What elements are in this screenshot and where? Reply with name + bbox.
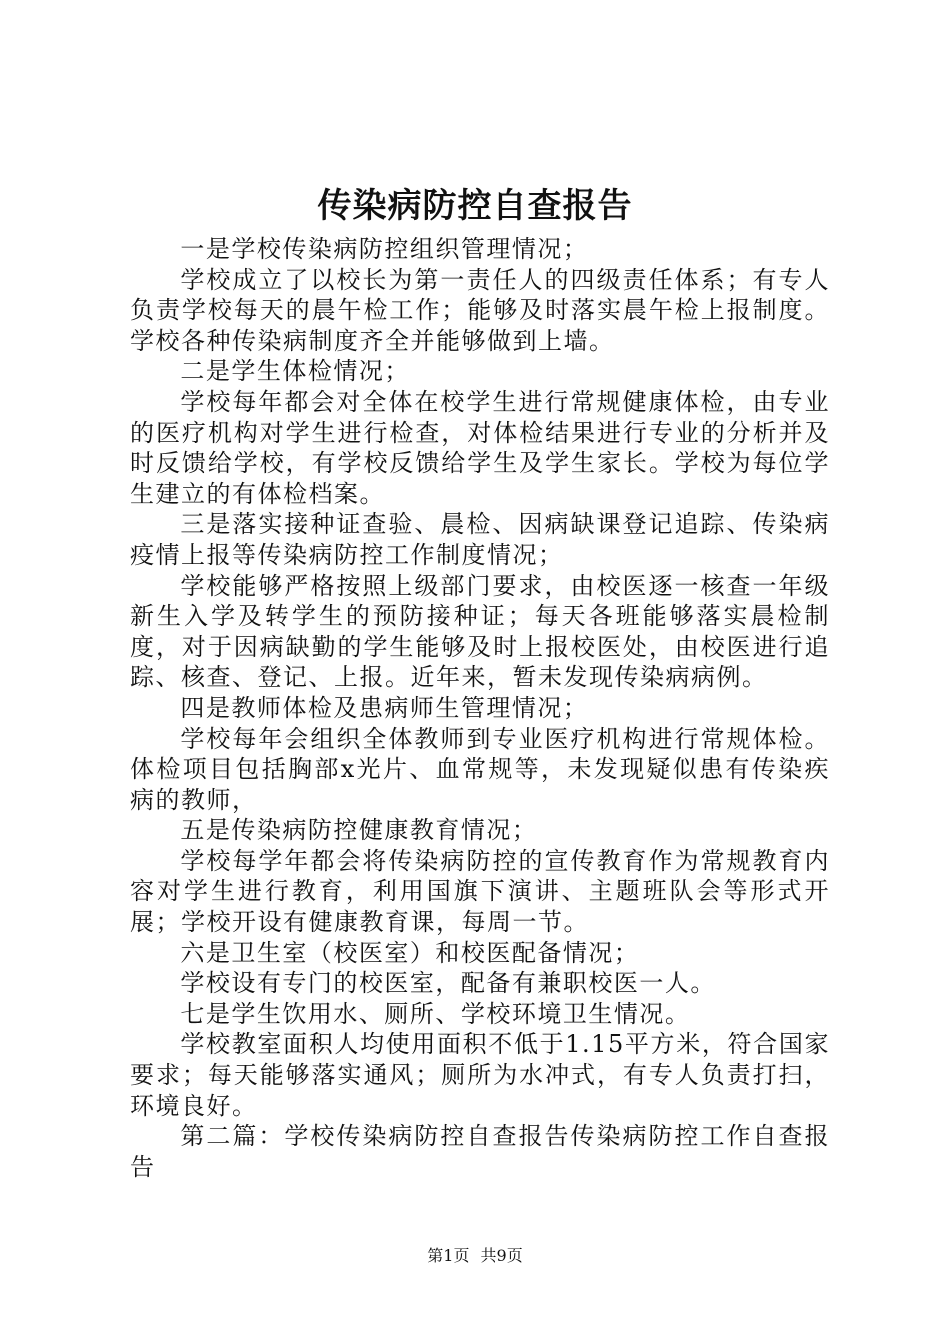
paragraph-12: 学校设有专门的校医室，配备有兼职校医一人。	[180, 969, 716, 998]
page-footer	[0, 1246, 950, 1266]
paragraph-1: 一是学校传染病防控组织管理情况；	[180, 235, 589, 263]
paragraph-3: 二是学生体检情况；	[180, 357, 410, 386]
paragraph-8: 学校每年会组织全体教师到专业医疗机构进行常规体检。体检项目包括胸部x光片、血常规等，未发现疑似患有传染疾病的教师，	[130, 724, 830, 814]
paragraph-2: 学校成立了以校长为第一责任人的四级责任体系；有专人负责学校每天的晨午检工作；能够及时落实晨午检上报制度。学校各种传染病制度齐全并能够做到上墙。	[130, 265, 830, 355]
paragraph-5: 三是落实接种证查验、晨检、因病缺课登记追踪、传染病疫情上报等传染病防控工作制度情况；	[130, 510, 830, 569]
paragraph-6: 学校能够严格按照上级部门要求，由校医逐一核查一年级新生入学及转学生的预防接种证；每天各班能够落实晨检制度，对于因病缺勤的学生能够及时上报校医处，由校医进行追踪、核查、登记、上报。近年来，暂未发现传染病病例。	[130, 571, 830, 692]
paragraph-14: 学校教室面积人均使用面积不低于1.15平方米，符合国家要求；每天能够落实通风；厕所为水冲式，有专人负责打扫，环境良好。	[130, 1030, 830, 1120]
paragraph-10: 学校每学年都会将传染病防控的宣传教育作为常规教育内容对学生进行教育，利用国旗下演讲、主题班队会等形式开展；学校开设有健康教育课，每周一节。	[130, 846, 830, 937]
paragraph-4: 学校每年都会对全体在校学生进行常规健康体检，由专业的医疗机构对学生进行检查，对体检结果进行专业的分析并及时反馈给学校，有学校反馈给学生及学生家长。学校为每位学生建立的有体检档案。	[130, 387, 830, 508]
page-total: 共9页	[480, 1246, 523, 1265]
paragraph-11: 六是卫生室（校医室）和校医配备情况；	[180, 938, 640, 967]
document-body	[130, 234, 830, 1182]
page-number: 第1页	[427, 1246, 470, 1265]
paragraph-13: 七是学生饮用水、厕所、学校环境卫生情况。	[180, 999, 691, 1028]
paragraph-7: 四是教师体检及患病师生管理情况；	[180, 693, 589, 722]
document-title: 传染病防控自查报告	[317, 186, 633, 226]
paragraph-15: 第二篇：学校传染病防控自查报告传染病防控工作自查报告	[130, 1122, 830, 1181]
paragraph-9: 五是传染病防控健康教育情况；	[180, 816, 538, 845]
